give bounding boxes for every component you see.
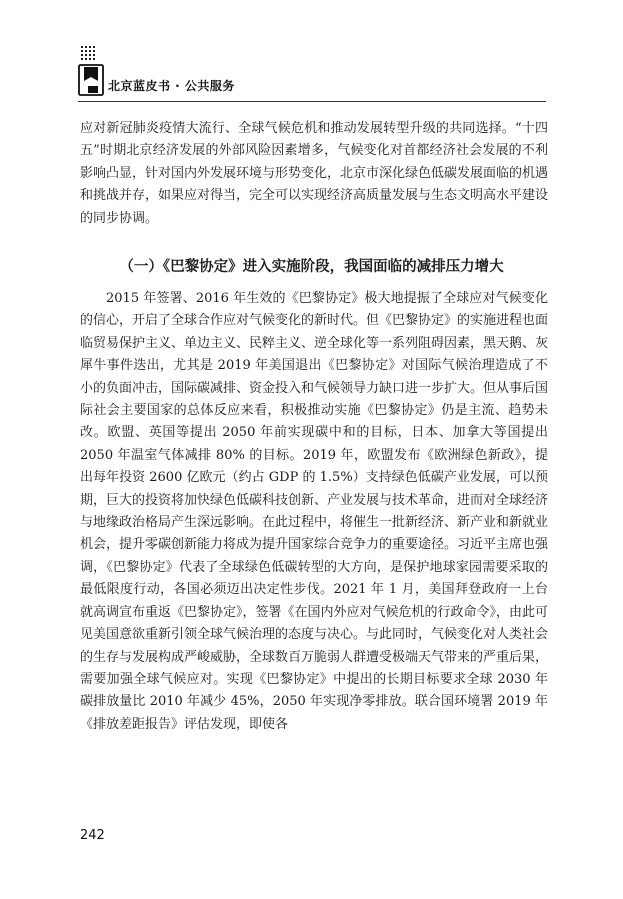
page-number: 242 [80,828,105,843]
book-icon [78,64,104,96]
paragraph-2: 2015 年签署、2016 年生效的《巴黎协定》极大地提振了全球应对气候变化的信心，开启了全球合作应对气候变化的新时代。但《巴黎协定》的实施进程也面临贸易保护主义、单边主义、民粹主义、逆全球化等一系列阻碍因素，黑天鹅、灰犀牛事件迭出，尤其是 2019 年美国退出《巴黎协定》对国际气候治理造成了不小的负面冲击，国际碳减排、资金投入和气候领导力缺口进一步扩大。但从事后国际社会主要国家的总体反应来看，积极推动实施《巴黎协定》仍是主流、趋势未改。欧盟、英国等提出 2050 年前实现碳中和的目标，日本、加拿大等国提出 2050 年温室气体减排 80% 的目标。2019 年，欧盟发布《欧洲绿色新政》，提出每年投资 2600 亿欧元（约占 GDP 的 1.5%）支持绿色低碳产业发展，可以预期，巨大的投资将加快绿色低碳科技创新、产业发展与技术革命，进而对全球经济与地缘政治格局产生深远影响。在此过程中，将催生一批新经济、新产业和新就业机会，提升零碳创新能力将成为提升国家综合竞争力的重要途径。习近平主席也强调，《巴黎协定》代表了全球绿色低碳转型的大方向，是保护地球家园需要采取的最低限度行动，各国必须迈出决定性步伐。2021 年 1 月，美国拜登政府一上台就高调宣布重返《巴黎协定》，签署《在国内外应对气候危机的行政命令》，由此可见美国意欲重新引领全球气候治理的态度与决心。与此同时，气候变化对人类社会的生存与发展构成严峻威胁，全球数百万脆弱人群遭受极端天气带来的严重后果，需要加强全球气候应对。实现《巴黎协定》中提出的长期目标要求全球 2030 年碳排放量比 2010 年减少 45%，2050 年实现净零排放。联合国环境署 2019 年《排放差距报告》评估发现，即使各 [80,291,549,732]
section-heading: （一）《巴黎协定》进入实施阶段，我国面临的减排压力增大 [119,258,504,275]
header-rule [78,101,546,102]
running-head: 北京蓝皮书 · 公共服务 [108,79,235,93]
paragraph-1: 应对新冠肺炎疫情大流行、全球气候危机和推动发展转型升级的共同选择。“十四五”时期北京经济发展的外部风险因素增多，气候变化对首都经济社会发展的不利影响凸显，针对国内外发展环境与形势变化，北京市深化绿色低碳发展面临的机遇和挑战并存，如果应对得当，完全可以实现经济高质量发展与生态文明高水平建设的同步协调。 [80,121,549,226]
header-dot-pattern [81,46,97,62]
